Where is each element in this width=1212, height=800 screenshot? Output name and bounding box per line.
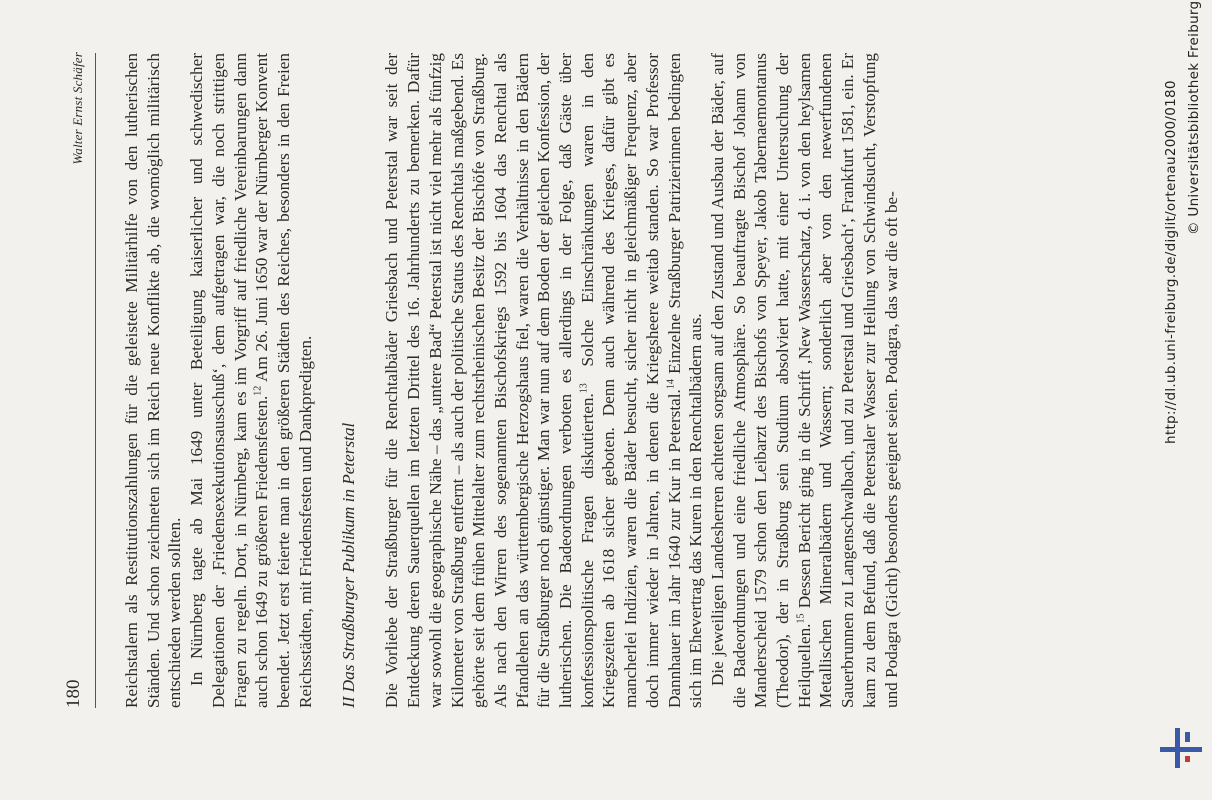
paragraph [381, 53, 707, 708]
footnote-ref: 14 [664, 379, 676, 390]
spacer [316, 53, 338, 708]
paragraph [707, 53, 902, 708]
paragraph [121, 53, 186, 708]
paragraph-text: Einzelne Straßburger Patrizierinnen bedingten sich im Ehevertrag das Kuren in den Renchtalbädern aus. [664, 53, 706, 708]
footnote-ref: 15 [795, 613, 807, 624]
page-number: 180 [63, 679, 84, 708]
source-url[interactable]: http://dl.ub.uni-freiburg.de/diglit/ortenau2000/0180 [1163, 80, 1179, 444]
header-rule [95, 53, 96, 708]
spacer [360, 53, 382, 708]
paragraph-text: Dessen Bericht ging in die Schrift ‚New Wasserschatz, d. i. von den heylsamen Metallischen Mineralbädern und Wassern; sonderlich aber von den newerfundenen Sauerbrunnen zu Langenschwalbach, und zu Peterstal und Griesbach‘, Frankfurt 1581, ein. Er kam zu dem Befund, daß die Peterstaler Wasser zur Heilung von Schwindsucht, Verstopfung und Podagra (Gicht) besonders geeignet seien. Podagra, das war die oft be- [794, 53, 901, 708]
body-text [121, 53, 902, 708]
footnote-ref: 12 [252, 385, 264, 396]
copyright-notice: © Universitätsbibliothek Freiburg [1186, 0, 1202, 235]
paragraph-text: Reichstalern als Restitutionszahlungen für die geleistete Militärhilfe von den lutherischen Ständen. Und schon zeichneten sich im Reich neue Konflikte ab, die womöglich militärisch entschieden werden sollten. [122, 53, 185, 708]
paragraph-text: In Nürnberg tagte ab Mai 1649 unter Beteiligung kaiserlicher und schwedischer Delegationen der ‚Friedensexekutionsausschuß‘, dem aufgetragen war, die noch strittigen Fragen zu regeln. Dort, in Nürnberg, kam es im Vorgriff auf friedliche Vereinbarungen dann auch schon 1649 zu größeren Friedensfesten. [187, 53, 272, 708]
paragraph-text: Solche Einschränkungen waren in den Kriegszeiten ab 1618 sicher geboten. Denn auch während des Krieges, dafür gibt es mancherlei Indizien, waren die Bäder besucht, sicher nicht in gleichmäßiger Frequenz, aber doch immer wieder in Jahren, in denen die Kriegsheere weitab standen. So war Professor Dannhauer im Jahr 1640 zur Kur in Peterstal. [577, 53, 684, 708]
section-heading: II Das Straßburger Publikum in Peterstal [339, 422, 359, 708]
running-header-author: Walter Ernst Schäfer [70, 52, 85, 165]
footnote-ref: 13 [578, 383, 589, 394]
paragraph-text: Die Vorliebe der Straßburger für die Renchtalbäder Griesbach und Peterstal war seit der Entdeckung deren Sauerquellen im letzten Drittel des 16. Jahrhunderts zu bemerken. Dafür war sowohl die geographische Nähe – das „untere Bad“ Peterstal ist nicht viel mehr als fünfzig Kilometer von Straßburg entfernt – als auch der politische Status des Renchtals maßgebend. Es gehörte seit dem frühen Mittelalter zum rechtsrheinischen Besitz der Bischöfe von Straßburg. Als nach den Wirren des sogenannten Bischofskriegs 1592 bis 1604 das Renchtal als Pfandlehen an das württembergische Herzogshaus fiel, waren die Verhältnisse in den Bädern für die Straßburger noch günstiger. Man war nun auf dem Boden der gleichen Konfession, der lutherischen. Die Badeordnungen verboten es allerdings in der Folge, daß Gäste über konfessionspolitische Fragen diskutierten. [382, 53, 597, 708]
paragraph [186, 53, 316, 708]
ub-freiburg-logo-icon [1160, 724, 1202, 772]
paragraph-text: Die jeweiligen Landesherren achteten sorgsam auf den Zustand und Ausbau der Bäder, auf die Badeordnungen und eine friedliche Atmosphäre. So beauftragte Bischof Johann von Manderscheid 1579 schon den Leibarzt des Bischofs von Speyer, Jakob Tabernaemontanus (Theodor), der in Straßburg sein Studium absolviert hatte, mit einer Untersuchung der Heilquellen. [707, 53, 814, 708]
paragraph-text: Am 26. Juni 1650 war der Nürnberger Konvent beendet. Jetzt erst feierte man in den größeren Städten des Reiches, besonders in den Freien Reichsstädten, mit Friedensfesten und Dankpredigten. [252, 53, 315, 708]
